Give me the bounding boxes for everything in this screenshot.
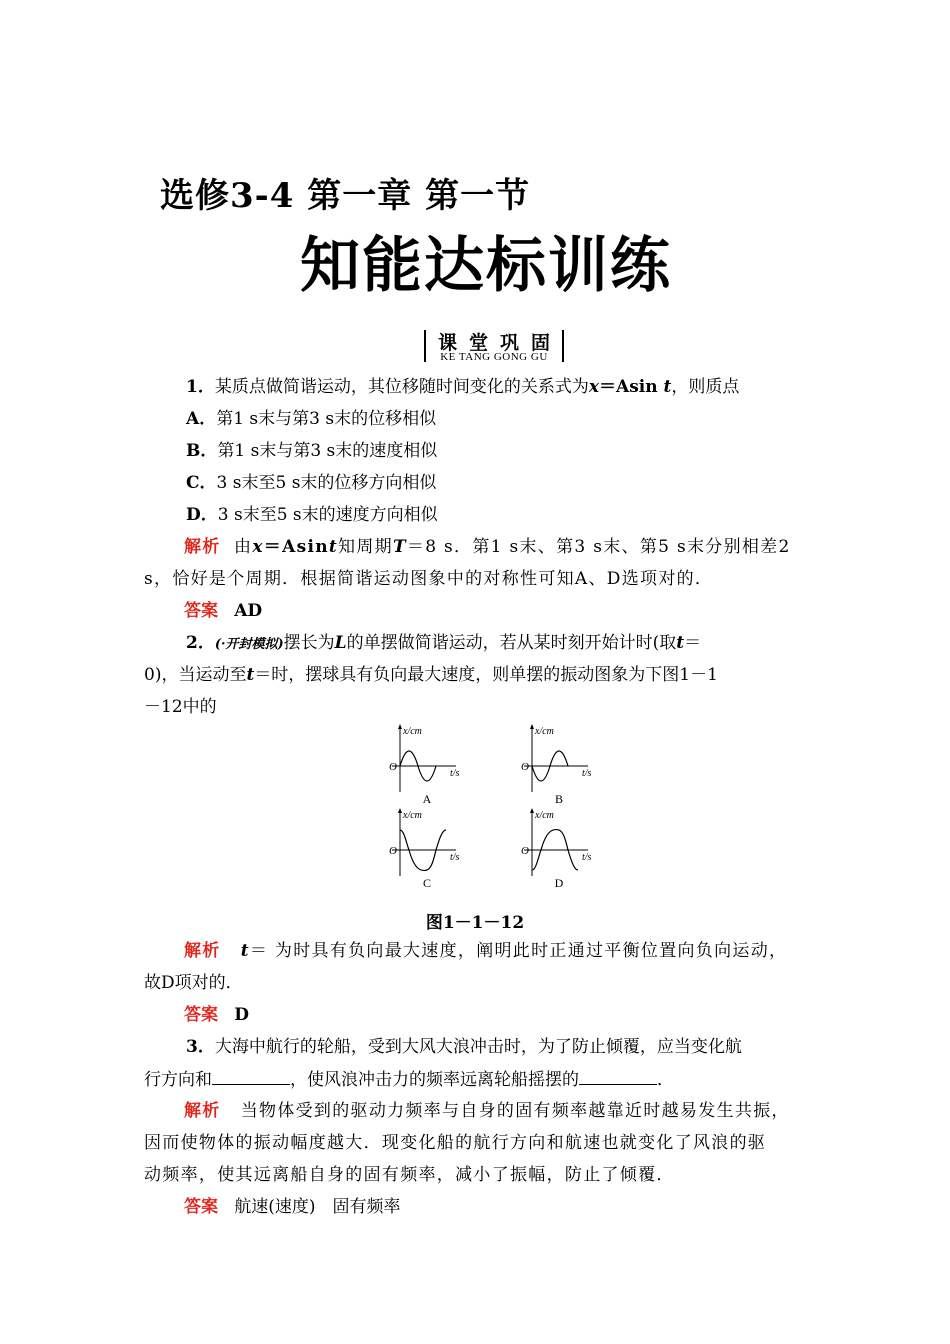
q2-analysis-line2: 故D项对的． xyxy=(144,973,243,993)
origin-label: O xyxy=(389,845,397,857)
q3-analysis-line3: 动频率，使其远离船自身的固有频率，减小了振幅，防止了倾覆． xyxy=(144,1165,675,1185)
q3-stem-text: 行方向和 xyxy=(144,1070,212,1090)
analysis-var-t: t xyxy=(328,537,339,557)
graph-d-plot xyxy=(514,806,604,881)
q1-stem-text: 某质点做简谐运动，其位移随时间变化的关系式为 xyxy=(214,377,589,397)
x-axis-label: t/s xyxy=(450,768,460,779)
origin-label: O xyxy=(521,761,529,773)
y-axis-arrow xyxy=(398,808,402,813)
q2-number: 2． xyxy=(186,633,215,653)
q2-var-L: L xyxy=(334,633,347,653)
answer-blank-2[interactable] xyxy=(579,1068,657,1085)
q1-option-b xyxy=(186,440,437,462)
q1-eq-t: t xyxy=(663,377,672,397)
analysis-label: 解析 xyxy=(184,537,221,557)
q2-var-t: t xyxy=(676,633,685,653)
q3-number: 3． xyxy=(186,1037,215,1057)
q2-stem-text: ＝ xyxy=(684,633,702,653)
option-text: 第1 s末与第3 s末的位移相似 xyxy=(216,409,437,429)
graph-b-plot xyxy=(514,722,604,797)
graph-label: D xyxy=(554,876,564,890)
analysis-var-x: x xyxy=(252,537,264,557)
q1-option-d xyxy=(186,504,438,526)
badge-pinyin-label: KE TANG GONG GU xyxy=(440,351,548,363)
analysis-text: 当物体受到的驱动力频率与自身的固有频率越靠近时越易发生共振， xyxy=(240,1101,790,1121)
analysis-text: 知周期 xyxy=(338,537,393,557)
x-axis-label: t/s xyxy=(582,852,592,863)
badge-chinese-label: 课堂巩固 xyxy=(437,332,562,354)
graph-d xyxy=(514,806,604,896)
graph-c xyxy=(382,806,472,896)
q2-answer xyxy=(184,1004,249,1026)
analysis-text: ＝ 为时具有负向最大速度，阐明此时正通过平衡位置向负向运动， xyxy=(249,941,788,961)
option-text: 3 s末至5 s末的速度方向相似 xyxy=(217,505,438,525)
q2-analysis-line1 xyxy=(184,940,787,962)
analysis-var-T: T xyxy=(392,537,407,557)
analysis-text: 由 xyxy=(234,537,253,557)
origin-label: O xyxy=(389,761,397,773)
analysis-text: ＝8 s．第1 s末、第3 s末、第5 s末分别相差2 xyxy=(406,537,791,557)
q2-stem-text: ＝时，摆球具有负向最大速度，则单摆的振动图象为下图1－1 xyxy=(254,665,718,685)
x-axis-label: t/s xyxy=(582,768,592,779)
q1-stem xyxy=(186,376,739,398)
y-axis-label: x/cm xyxy=(535,726,554,737)
q3-stem-line1 xyxy=(186,1036,742,1058)
analysis-label: 解析 xyxy=(184,941,221,961)
answer-label: 答案 xyxy=(184,601,218,621)
answer-blank-1[interactable] xyxy=(212,1068,290,1085)
y-axis-label: x/cm xyxy=(403,726,422,737)
q1-eq-x: x xyxy=(588,377,599,397)
q1-analysis-line2: s，恰好是个周期．根据简谐运动图象中的对称性可知A、D选项对的． xyxy=(144,569,714,589)
q1-number: 1． xyxy=(186,377,215,397)
q1-option-c xyxy=(186,472,436,494)
q2-source: (·开封模拟) xyxy=(214,637,284,652)
q1-eq-mid: ＝A xyxy=(598,377,630,397)
figure-caption: 图1－1－12 xyxy=(425,913,525,933)
option-letter: B． xyxy=(186,441,218,461)
option-letter: D． xyxy=(186,505,218,525)
q1-answer xyxy=(184,600,262,622)
section-badge xyxy=(424,328,564,364)
analysis-var-t: t xyxy=(240,941,250,961)
q2-stem-line1 xyxy=(186,632,701,656)
q2-stem-line2 xyxy=(144,664,718,686)
option-text: 第1 s末与第3 s末的速度相似 xyxy=(217,441,438,461)
analysis-label: 解析 xyxy=(184,1101,221,1121)
q3-stem-text: 大海中航行的轮船，受到大风大浪冲击时，为了防止倾覆，应当变化航 xyxy=(214,1037,742,1057)
q1-stem-end: ，则质点 xyxy=(671,377,740,397)
y-axis-arrow xyxy=(530,724,534,729)
q2-stem-line3: －12中的 xyxy=(144,697,217,717)
graph-b xyxy=(514,722,604,812)
option-text: 3 s末至5 s末的位移方向相似 xyxy=(216,473,437,493)
section-title: 选修3-4 第一章 第一节 xyxy=(160,176,531,216)
q3-analysis-line2: 因而使物体的振动幅度越大．现变化船的航行方向和航速也就变化了风浪的驱 xyxy=(144,1133,767,1153)
q2-stem-text: 的单摆做简谐运动，若从某时刻开始计时(取 xyxy=(346,633,677,653)
q3-answer xyxy=(184,1196,400,1218)
q3-stem-text: ，使风浪冲击力的频率远离轮船摇摆的 xyxy=(290,1070,579,1090)
y-axis-arrow xyxy=(530,808,534,813)
q3-analysis-line1 xyxy=(184,1100,790,1122)
y-axis-label: x/cm xyxy=(403,810,422,821)
graph-label: A xyxy=(422,792,432,806)
y-axis-arrow xyxy=(398,724,402,729)
page-title: 知能达标训练 xyxy=(300,231,672,301)
analysis-eq: ＝Asin xyxy=(263,537,329,557)
q2-var-t: t xyxy=(246,665,255,685)
answer-value: 航速(速度) 固有频率 xyxy=(234,1197,401,1217)
q3-stem-line2 xyxy=(144,1068,674,1091)
q2-stem-text: 0)，当运动至 xyxy=(144,665,247,685)
answer-value: D xyxy=(234,1005,249,1025)
origin-label: O xyxy=(521,845,529,857)
q1-analysis-line1 xyxy=(184,536,791,558)
answer-value: AD xyxy=(234,601,263,621)
graph-label: B xyxy=(554,792,563,806)
q1-option-a xyxy=(186,408,436,430)
y-axis-label: x/cm xyxy=(535,810,554,821)
q2-stem-text: 摆长为 xyxy=(283,633,335,653)
answer-label: 答案 xyxy=(184,1197,218,1217)
graph-label: C xyxy=(422,876,431,890)
graph-c-plot xyxy=(382,806,472,881)
graph-a-plot xyxy=(382,722,472,797)
option-letter: C． xyxy=(186,473,217,493)
answer-label: 答案 xyxy=(184,1005,218,1025)
q3-stem-text: ． xyxy=(657,1070,674,1090)
option-letter: A． xyxy=(186,409,217,429)
x-axis-label: t/s xyxy=(450,852,460,863)
graph-a xyxy=(382,722,472,812)
q1-eq-sin: sin xyxy=(629,377,664,397)
